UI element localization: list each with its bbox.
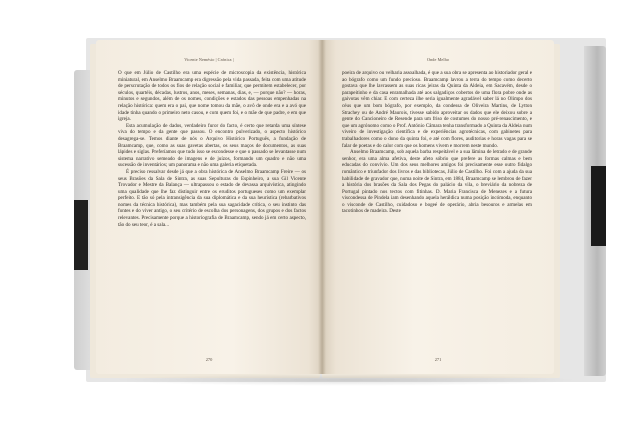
right-paragraph: Anselmo Braamcamp, sob aquela barba respeitável e a sua lâmina de letrado e de grande senhor, era uma alma afetiva, deste afeto sóbrio que prefere as formas calmas e bem educadas do convívio. Um dos seus melhores amigos foi precisamente esse outro fidalgo romântico e triunfador dos livros e das bibliotecas, Júlio de Castilho. Foi com a ajuda da sua habilidade de gravador que, numa noite de Sintra, em 1884, Braamcamp se lembrou de fazer a história dos brasões da Sala dos Pegas do palácio da vila, o breviário da nobreza de Portugal pintado nos tectos com fitinhas. D. Maria Francisca de Menezes e a futura viscondessa de Pindela iam desenhando aquela heráldica numa posição incómoda, enquanto o visconde de Castilho, cuidadoso e bogeé de operário, abria besouros e armelas em tacotinhos de madeira. Deste xyxy=(342,149,532,215)
right-running-head: Onde Melho xyxy=(426,57,450,62)
cover-stripe-left xyxy=(74,200,88,270)
right-page xyxy=(322,40,554,374)
left-paragraph: É preciso ressalvar desde já que a obra histórica de Anselmo Braamcamp Freire — os seus Brasões da Sala de Sintra, as suas Sepulturas do Espinheiro, a sua Gil Vicente Trovador e Mestre da Balança — ultrapassou o estado de devassa arquivística, atingindo uma qualidade que lhe faz distinguir entre os eruditos portugueses como um exemplar perfeito. E tão só pela intransigência da sua diplomática e da sua heurística (rebarbativos nomes da técnica histórica), mas também pela sua sagacidade crítica, o seu instinto das fontes e do viver antigo, o seu critério de escolha dos personagens, dos grupos e dos factos relevantes. Precisamente porque a historiografia de Braamcamp, sendo já em certo aspecto, tão do seu teor, é a sala... xyxy=(118,168,306,228)
left-page-body xyxy=(118,70,306,228)
book-gutter xyxy=(318,40,326,374)
right-page-body xyxy=(342,70,532,215)
left-paragraph: O que em Júlio de Castilho era uma espécie de microscopia da existência, histórica miniatural, em Anselmo Braamcamp era digressão pela vida passada, feita com uma atitude de perscrutação de todos os fios de relação social e familiar, que permitem estabelecer, por séculos, quartéis, décadas, lustros, anos, meses, semanas, dias, e, — porque não? — horas, minutos e segundos, além de os nomes, condições e estados das pessoas empenhadas na relação histórica: quem era o pai, que nome tomou da mãe, o avô de onde era e a avó que idade tinha quando o primeiro neto casou, e com quem foi, e o mãe de que padre, e em que igreja. xyxy=(118,70,306,123)
left-page xyxy=(96,40,322,374)
right-paragraph: poeira de arquivo ou velharia assoalhada, é que a sua obra se apresenta ao historiador geral e ao bógrafo como um fundo precioso. Braamcamp lavrou a terra do tempo como decerto gostava que lhe lavrassem as suas ricas jeiras da Quinta da Aldeia, em Sacavém, desde o parapeitinho e da casa enramalhada até aos salgadiços cobertos de uma flora pobre onde as gaivotas vêm chiar. E com certeza ilhe seria igualmente agradável saber lá no Olimpo dos céus que um bom bógrafo, por exemplo, da condessa de Oliveira Martins, de Lytton Strachey ou de André Maurois, tivesse sabido aproveitar os dados que ele deixou sobre a gente do Cancioneiro de Resende para um friso de costumes do nosso pré-renascimento, e que um agrónomo como o Prof. António Câmara tenha transformado a Quinta da Aldeia num viveiro de investigação científica e de experiências agrotécnicas, com gabinetes para trabalhadores como o dono da quinta foi, e até com flores, auditorias e horas vagas para se falar de poetas e do calor com que os homens vivem e morrem neste mundo. xyxy=(342,70,532,149)
left-running-head: Vicente Nemésio | Crónica | xyxy=(184,57,234,62)
cover-stripe-right xyxy=(591,166,606,246)
book-shadow xyxy=(110,374,580,386)
right-page-number: 271 xyxy=(434,357,442,362)
left-page-number: 270 xyxy=(205,357,213,362)
left-paragraph: Esta acumulação de dados, verdadeiro furor do facto, é certo que retarda uma síntese viva do tempo e da gente que passou. O encontro pulverizado, o aspecto histórico desagrega-se. Temos diante de nós o Arquivo Histórico Português, a fundação de Braamcamp, que, como as suas gavetas abertas, os seus maços de documentos, as suas lápides e siglas. Preferíamos que tudo isso se escondesse e que o passado se levantasse num sistema narrativo semeado de imagens e de juízos, formando um quadro e não uma sucessão de inventários; um panorama e não uma galeria etiquetada. xyxy=(118,122,306,169)
